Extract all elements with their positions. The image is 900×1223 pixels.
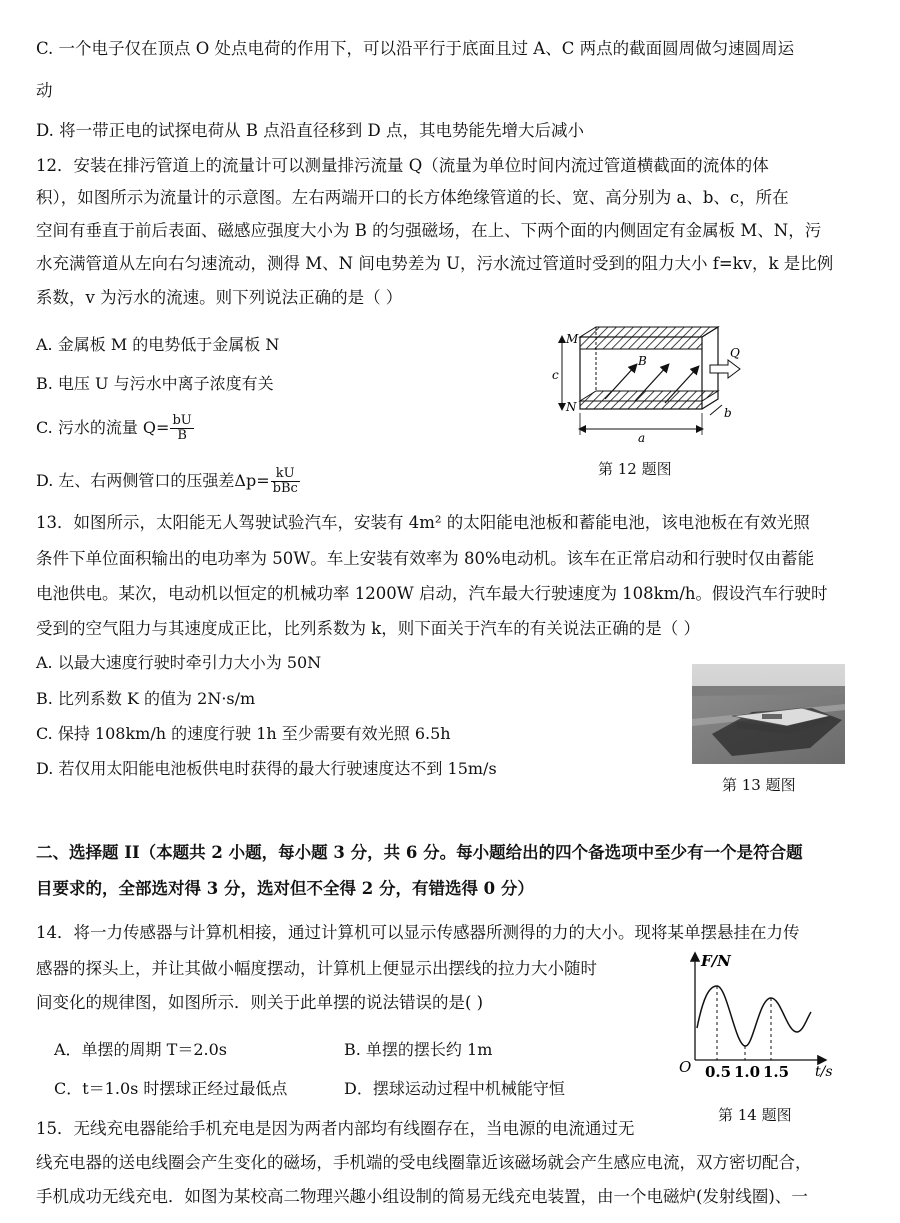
q12-option-c: [36, 414, 194, 443]
q13-solar-car-photo: [692, 664, 845, 764]
q14-option-d: D．摆球运动过程中机械能守恒: [344, 1079, 565, 1098]
q13-option-d: D. 若仅用太阳能电池板供电时获得的最大行驶速度达不到 15m/s: [36, 759, 497, 778]
q13-stem-line2: 条件下单位面积输出的电功率为 50W。车上安装有效率为 80%电动机。该车在正常启动和行驶时仅由蓄能: [36, 549, 815, 568]
fraction-denominator: bBc: [272, 481, 298, 496]
q12-option-d-fraction: [271, 467, 300, 496]
section2-title-line2: 目要求的，全部选对得 3 分，选对但不全得 2 分，有错选得 0 分）: [36, 879, 534, 898]
q11-option-c-line1: C. 一个电子仅在顶点 O 处点电荷的作用下，可以沿平行于底面且过 A、C 两点的截面圆周做匀速圆周运: [36, 39, 795, 58]
origin-label: O: [679, 1058, 692, 1076]
q12-option-d: [36, 467, 300, 496]
q12-option-b: B. 电压 U 与污水中离子浓度有关: [36, 374, 274, 393]
q13-stem-line3: 电池供电。某次，电动机以恒定的机械功率 1200W 启动，汽车最大行驶速度为 108km/h。假设汽车行驶时: [36, 584, 828, 603]
q14-force-time-graph: [675, 948, 845, 1080]
q12-stem-line2: 积），如图所示为流量计的示意图。左右两端开口的长方体绝缘管道的长、宽、高分别为 a、b、c，所在: [36, 188, 789, 207]
q14-option-b: B. 单摆的摆长约 1m: [344, 1040, 493, 1059]
fraction-numerator: kU: [271, 467, 300, 482]
fraction-denominator: B: [177, 428, 187, 443]
label-b-width: b: [724, 406, 732, 420]
q12-option-a: A. 金属板 M 的电势低于金属板 N: [36, 335, 280, 354]
q12-stem-line1: 12．安装在排污管道上的流量计可以测量排污流量 Q（流量为单位时间内流过管道横截面的流体的体: [36, 156, 769, 175]
label-m: M: [566, 332, 579, 346]
q12-option-c-fraction: [170, 414, 193, 443]
section2-title-line1: 二、选择题 II（本题共 2 小题，每小题 3 分，共 6 分。每小题给出的四个备选项中至少有一个是符合题: [36, 843, 803, 862]
label-n: N: [566, 400, 577, 414]
q13-stem-line4: 受到的空气阻力与其速度成正比，比列系数为 k，则下面关于汽车的有关说法正确的是（ ）: [36, 619, 700, 638]
tick-label: 1.0: [734, 1063, 761, 1080]
tick-label: 1.5: [763, 1063, 790, 1080]
q14-stem-line2: 感器的探头上，并让其做小幅度摆动，计算机上便显示出摆线的拉力大小随时: [36, 959, 597, 978]
q13-option-b: B. 比列系数 K 的值为 2N·s/m: [36, 689, 256, 708]
q15-stem-line1: 15．无线充电器能给手机充电是因为两者内部均有线圈存在，当电源的电流通过无: [36, 1119, 635, 1138]
q13-figure-caption: 第 13 题图: [722, 776, 796, 794]
q15-stem-line2: 线充电器的送电线圈会产生变化的磁场，手机端的受电线圈靠近该磁场就会产生感应电流，双方密切配合，: [36, 1153, 812, 1172]
q12-stem-line4: 水充满管道从左向右匀速流动，测得 M、N 间电势差为 U，污水流过管道时受到的阻力大小 f=kv，k 是比例: [36, 254, 834, 273]
label-b-field: B: [638, 354, 647, 368]
q12-flowmeter-figure: [550, 325, 750, 445]
q14-option-c: C．t＝1.0s 时摆球正经过最低点: [54, 1079, 288, 1098]
x-axis-label: t/s: [815, 1064, 833, 1080]
q13-stem-line1: 13．如图所示，太阳能无人驾驶试验汽车，安装有 4m² 的太阳能电池板和蓄能电池，该电池板在有效光照: [36, 513, 810, 532]
q12-stem-line5: 系数，v 为污水的流速。则下列说法正确的是（ ）: [36, 288, 403, 307]
force-curve: [697, 986, 811, 1046]
q12-option-c-prefix: C. 污水的流量 Q=: [36, 418, 170, 437]
q14-figure-caption: 第 14 题图: [718, 1106, 792, 1124]
label-c: c: [552, 368, 559, 382]
q11-option-c-line2: 动: [36, 81, 53, 100]
q12-figure-caption: 第 12 题图: [598, 460, 672, 478]
q13-option-c: C. 保持 108km/h 的速度行驶 1h 至少需要有效光照 6.5h: [36, 724, 451, 743]
q14-stem-line3: 间变化的规律图，如图所示．则关于此单摆的说法错误的是( ): [36, 993, 484, 1012]
q12-stem-line3: 空间有垂直于前后表面、磁感应强度大小为 B 的匀强磁场，在上、下两个面的内侧固定有金属板 M、N，污: [36, 221, 822, 240]
q13-option-a: A. 以最大速度行驶时牵引力大小为 50N: [36, 653, 322, 672]
label-q: Q: [730, 346, 740, 360]
q14-option-a: A．单摆的周期 T＝2.0s: [54, 1040, 227, 1059]
label-a: a: [638, 431, 646, 445]
tick-label: 0.5: [705, 1063, 732, 1080]
q12-option-d-prefix: D. 左、右两侧管口的压强差Δp=: [36, 471, 270, 490]
fraction-numerator: bU: [172, 413, 192, 428]
q15-stem-line3: 手机成功无线充电．如图为某校高二物理兴趣小组设制的简易无线充电装置，由一个电磁炉(发射线圈)、一: [36, 1187, 808, 1206]
y-axis-label: F/N: [701, 952, 731, 970]
q11-option-d: D. 将一带正电的试探电荷从 B 点沿直径移到 D 点，其电势能先增大后减小: [36, 121, 584, 140]
q14-stem-line1: 14．将一力传感器与计算机相接，通过计算机可以显示传感器所测得的力的大小。现将某单摆悬挂在力传: [36, 923, 800, 942]
